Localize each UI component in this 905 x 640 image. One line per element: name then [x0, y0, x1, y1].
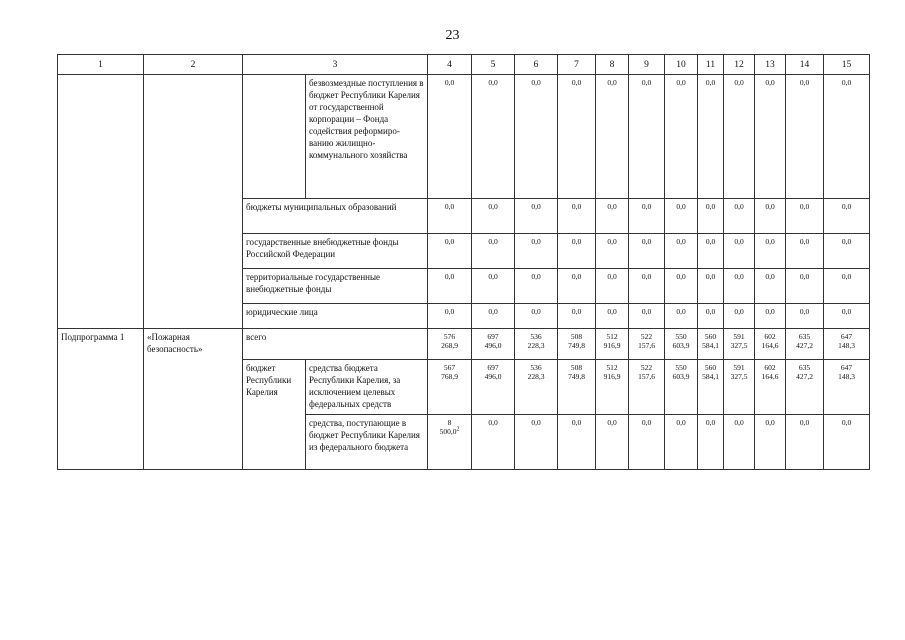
value-cell: 0,0 [786, 415, 824, 470]
value-cell: 0,0 [698, 234, 724, 269]
footnote-mark: 2 [456, 426, 460, 433]
value-cell: 0,0 [724, 304, 755, 329]
row-label: безвозмездные поступления в бюджет Республики Карелия от государственной корпорации – Фонда содействия реформиро-ванию жилищно-коммунального хозяйства [306, 75, 428, 199]
table-row [58, 75, 870, 199]
value-cell: 0,0 [596, 304, 629, 329]
header-cell: 2 [144, 55, 243, 75]
header-cell: 4 [428, 55, 472, 75]
value-cell: 0,0 [698, 304, 724, 329]
value-cell: 0,0 [629, 234, 665, 269]
value-cell: 591 327,5 [724, 360, 755, 415]
value-cell: 635 427,2 [786, 360, 824, 415]
value-cell: 560 584,1 [698, 360, 724, 415]
value-cell: 522 157,6 [629, 360, 665, 415]
header-cell: 9 [629, 55, 665, 75]
value-cell: 0,0 [558, 304, 596, 329]
value-cell: 0,0 [724, 199, 755, 234]
value-cell: 0,0 [629, 75, 665, 199]
value-cell: 602 164,6 [755, 360, 786, 415]
header-cell: 5 [472, 55, 515, 75]
row-label: государственные внебюджетные фонды Российской Федерации [243, 234, 428, 269]
value-cell: 0,0 [515, 234, 558, 269]
value-cell: 591 327,5 [724, 329, 755, 360]
value-cell: 536 228,3 [515, 360, 558, 415]
row-label: юридические лица [243, 304, 428, 329]
value-cell: 0,0 [824, 415, 870, 470]
value-cell: 0,0 [472, 75, 515, 199]
value-cell: 0,0 [755, 304, 786, 329]
subprogram-name: «Пожарная безопасность» [144, 329, 243, 470]
header-cell: 14 [786, 55, 824, 75]
value-cell: 0,0 [824, 304, 870, 329]
value-cell: 0,0 [596, 199, 629, 234]
budget-table [57, 54, 870, 470]
value-cell: 0,0 [515, 75, 558, 199]
value-cell: 0,0 [665, 199, 698, 234]
value-cell: 512 916,9 [596, 329, 629, 360]
value-cell: 0,0 [558, 269, 596, 304]
header-cell: 15 [824, 55, 870, 75]
value-cell: 0,0 [665, 304, 698, 329]
value-cell: 0,0 [472, 415, 515, 470]
value-cell: 697 496,0 [472, 329, 515, 360]
value-cell: 0,0 [428, 75, 472, 199]
header-cell: 6 [515, 55, 558, 75]
value-cell: 0,0 [596, 269, 629, 304]
blank-cell [58, 75, 144, 329]
value-cell [428, 415, 472, 470]
value-cell: 0,0 [428, 269, 472, 304]
header-cell: 10 [665, 55, 698, 75]
value-cell: 0,0 [472, 304, 515, 329]
value-cell: 0,0 [698, 75, 724, 199]
header-cell: 3 [243, 55, 428, 75]
value-cell: 0,0 [786, 75, 824, 199]
value-cell: 0,0 [786, 304, 824, 329]
value-cell: 0,0 [824, 269, 870, 304]
header-row [58, 55, 870, 75]
header-cell: 8 [596, 55, 629, 75]
blank-cell [243, 75, 306, 199]
row-label: средства бюджета Республики Карелия, за исключением целевых федеральных средств [306, 360, 428, 415]
value-cell: 522 157,6 [629, 329, 665, 360]
value-cell: 0,0 [472, 199, 515, 234]
value-cell: 0,0 [558, 415, 596, 470]
value-cell: 635 427,2 [786, 329, 824, 360]
value-cell: 0,0 [596, 415, 629, 470]
value-cell: 0,0 [724, 234, 755, 269]
value-cell: 0,0 [698, 199, 724, 234]
value-cell: 0,0 [558, 75, 596, 199]
value-cell: 550 603,9 [665, 329, 698, 360]
value-cell: 0,0 [824, 75, 870, 199]
value-cell: 0,0 [629, 415, 665, 470]
value-cell: 0,0 [824, 199, 870, 234]
table-row [58, 329, 870, 360]
value-cell: 0,0 [515, 415, 558, 470]
value-cell: 0,0 [724, 269, 755, 304]
value-cell: 0,0 [515, 304, 558, 329]
value-cell: 647 148,3 [824, 360, 870, 415]
row-label: бюджеты муниципальных образований [243, 199, 428, 234]
value-cell: 508 749,8 [558, 360, 596, 415]
value-cell: 0,0 [596, 234, 629, 269]
header-cell: 1 [58, 55, 144, 75]
header-cell: 7 [558, 55, 596, 75]
value-cell: 0,0 [786, 199, 824, 234]
row-label: бюджет Республики Карелия [243, 360, 306, 470]
value-cell: 0,0 [629, 269, 665, 304]
value-cell: 512 916,9 [596, 360, 629, 415]
value-cell: 0,0 [428, 304, 472, 329]
value-cell: 0,0 [428, 199, 472, 234]
value-cell: 0,0 [665, 415, 698, 470]
header-cell: 13 [755, 55, 786, 75]
value-cell: 0,0 [724, 415, 755, 470]
value-cell: 0,0 [472, 234, 515, 269]
value-cell: 0,0 [558, 199, 596, 234]
value-cell: 0,0 [629, 199, 665, 234]
value-cell: 0,0 [665, 75, 698, 199]
value-cell: 0,0 [755, 415, 786, 470]
value-cell: 0,0 [515, 199, 558, 234]
value-cell: 0,0 [629, 304, 665, 329]
row-label: всего [243, 329, 428, 360]
value-cell: 536 228,3 [515, 329, 558, 360]
value-cell: 0,0 [665, 269, 698, 304]
value-text: 8 500,0 [439, 418, 457, 436]
value-cell: 0,0 [786, 234, 824, 269]
value-cell: 0,0 [755, 75, 786, 199]
value-cell: 508 749,8 [558, 329, 596, 360]
page-number: 23 [445, 28, 460, 43]
value-cell: 0,0 [755, 234, 786, 269]
row-label: территориальные государственные внебюджетные фонды [243, 269, 428, 304]
value-cell: 602 164,6 [755, 329, 786, 360]
value-cell: 0,0 [724, 75, 755, 199]
value-cell: 0,0 [824, 234, 870, 269]
value-cell: 0,0 [558, 234, 596, 269]
value-cell: 647 148,3 [824, 329, 870, 360]
value-cell: 0,0 [472, 269, 515, 304]
value-cell: 0,0 [755, 199, 786, 234]
value-cell: 0,0 [698, 269, 724, 304]
value-cell: 0,0 [515, 269, 558, 304]
value-cell: 576 268,9 [428, 329, 472, 360]
value-cell: 567 768,9 [428, 360, 472, 415]
value-cell: 697 496,0 [472, 360, 515, 415]
header-cell: 12 [724, 55, 755, 75]
value-cell: 0,0 [665, 234, 698, 269]
value-cell: 550 603,9 [665, 360, 698, 415]
value-cell: 0,0 [786, 269, 824, 304]
value-cell: 560 584,1 [698, 329, 724, 360]
header-cell: 11 [698, 55, 724, 75]
value-cell: 0,0 [596, 75, 629, 199]
subprogram-label: Подпрограмма 1 [58, 329, 144, 470]
value-cell: 0,0 [755, 269, 786, 304]
blank-cell [144, 75, 243, 329]
row-label: средства, поступающие в бюджет Республики Карелия из федерального бюджета [306, 415, 428, 470]
value-cell: 0,0 [428, 234, 472, 269]
value-cell: 0,0 [698, 415, 724, 470]
